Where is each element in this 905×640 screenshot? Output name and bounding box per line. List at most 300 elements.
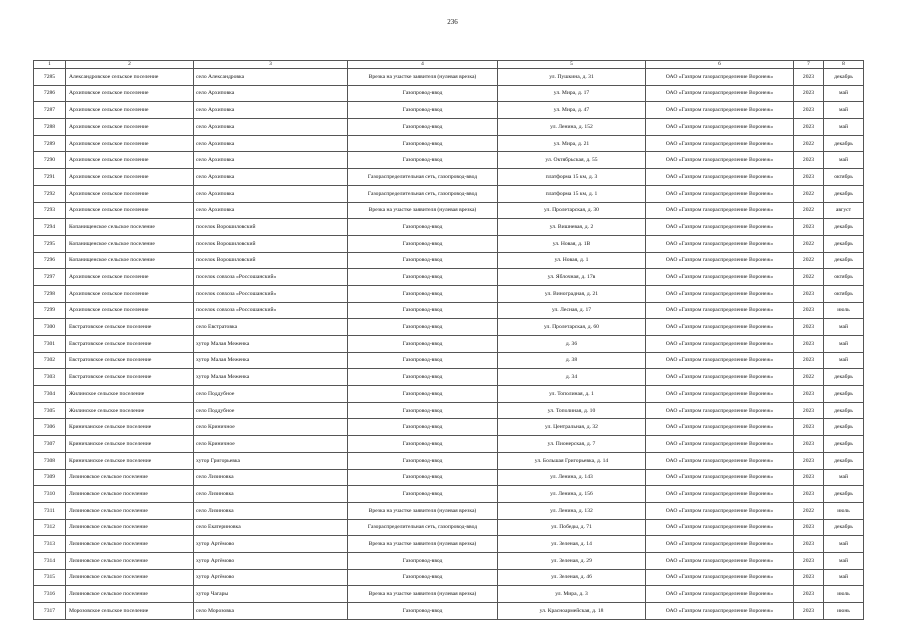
organization-cell: ОАО «Газпром газораспределение Воронеж» xyxy=(646,302,794,319)
locality-cell: хутор Артёмово xyxy=(194,536,348,553)
row-number: 7291 xyxy=(34,169,66,186)
table-row xyxy=(34,386,864,403)
locality-cell: село Архиповка xyxy=(194,135,348,152)
work-type-cell: Газопровод-ввод xyxy=(348,135,498,152)
work-type-cell: Газопровод-ввод xyxy=(348,419,498,436)
row-number: 7310 xyxy=(34,486,66,503)
settlement-cell: Александровское сельское поселение xyxy=(66,69,194,86)
table-row xyxy=(34,586,864,603)
row-number: 7295 xyxy=(34,235,66,252)
work-type-cell: Врезка на участке заявителя (нулевая врезка) xyxy=(348,202,498,219)
organization-cell: ОАО «Газпром газораспределение Воронеж» xyxy=(646,85,794,102)
organization-cell: ОАО «Газпром газораспределение Воронеж» xyxy=(646,419,794,436)
month-cell: май xyxy=(824,469,864,486)
row-number: 7307 xyxy=(34,436,66,453)
table-row xyxy=(34,419,864,436)
year-cell: 2023 xyxy=(794,586,824,603)
locality-cell: поселок совхоза «Россошанский» xyxy=(194,302,348,319)
address-cell: ул. Большая Григорьевка, д. 14 xyxy=(498,452,646,469)
locality-cell: хутор Григорьевка xyxy=(194,452,348,469)
organization-cell: ОАО «Газпром газораспределение Воронеж» xyxy=(646,336,794,353)
organization-cell: ОАО «Газпром газораспределение Воронеж» xyxy=(646,185,794,202)
address-cell: д. 38 xyxy=(498,352,646,369)
year-cell: 2023 xyxy=(794,452,824,469)
settlement-cell: Архиповское сельское поселение xyxy=(66,169,194,186)
month-cell: май xyxy=(824,319,864,336)
table-row xyxy=(34,102,864,119)
row-number: 7297 xyxy=(34,269,66,286)
locality-cell: село Архиповка xyxy=(194,119,348,136)
work-type-cell: Газопровод-ввод xyxy=(348,285,498,302)
table-row xyxy=(34,85,864,102)
row-number: 7287 xyxy=(34,102,66,119)
row-number: 7311 xyxy=(34,502,66,519)
table-row xyxy=(34,452,864,469)
month-cell: декабрь xyxy=(824,69,864,86)
settlement-cell: Лизиновское сельское поселение xyxy=(66,552,194,569)
organization-cell: ОАО «Газпром газораспределение Воронеж» xyxy=(646,469,794,486)
year-cell: 2023 xyxy=(794,603,824,620)
work-type-cell: Газопровод-ввод xyxy=(348,302,498,319)
table-header-row xyxy=(34,61,864,69)
address-cell: ул. Пионерская, д. 7 xyxy=(498,436,646,453)
year-cell: 2023 xyxy=(794,469,824,486)
address-cell: ул. Лесная, д. 17 xyxy=(498,302,646,319)
address-cell: ул. Зеленая, д. 29 xyxy=(498,552,646,569)
month-cell: декабрь xyxy=(824,252,864,269)
year-cell: 2023 xyxy=(794,285,824,302)
locality-cell: село Лизиновка xyxy=(194,502,348,519)
locality-cell: село Морозовка xyxy=(194,603,348,620)
row-number: 7314 xyxy=(34,552,66,569)
table-row xyxy=(34,502,864,519)
work-type-cell: Газопровод-ввод xyxy=(348,102,498,119)
work-type-cell: Газопровод-ввод xyxy=(348,352,498,369)
address-cell: ул. Красноармейская, д. 18 xyxy=(498,603,646,620)
work-type-cell: Газопровод-ввод xyxy=(348,552,498,569)
locality-cell: село Екатериновка xyxy=(194,519,348,536)
row-number: 7301 xyxy=(34,336,66,353)
settlement-cell: Архиповское сельское поселение xyxy=(66,269,194,286)
month-cell: декабрь xyxy=(824,402,864,419)
locality-cell: поселок совхоза «Россошанский» xyxy=(194,285,348,302)
year-cell: 2022 xyxy=(794,135,824,152)
year-cell: 2022 xyxy=(794,235,824,252)
month-cell: декабрь xyxy=(824,486,864,503)
address-cell: ул. Ленина, д. 132 xyxy=(498,502,646,519)
organization-cell: ОАО «Газпром газораспределение Воронеж» xyxy=(646,486,794,503)
organization-cell: ОАО «Газпром газораспределение Воронеж» xyxy=(646,269,794,286)
month-cell: июль xyxy=(824,502,864,519)
work-type-cell: Газораспределительная сеть, газопровод-ввод xyxy=(348,169,498,186)
month-cell: июнь xyxy=(824,603,864,620)
year-cell: 2023 xyxy=(794,85,824,102)
row-number: 7308 xyxy=(34,452,66,469)
year-cell: 2023 xyxy=(794,536,824,553)
month-cell: декабрь xyxy=(824,185,864,202)
organization-cell: ОАО «Газпром газораспределение Воронеж» xyxy=(646,452,794,469)
organization-cell: ОАО «Газпром газораспределение Воронеж» xyxy=(646,552,794,569)
year-cell: 2022 xyxy=(794,502,824,519)
table-row xyxy=(34,603,864,620)
year-cell: 2023 xyxy=(794,402,824,419)
table-row xyxy=(34,69,864,86)
column-header: 5 xyxy=(498,61,646,69)
address-cell: д. 34 xyxy=(498,369,646,386)
year-cell: 2022 xyxy=(794,269,824,286)
year-cell: 2023 xyxy=(794,386,824,403)
work-type-cell: Газопровод-ввод xyxy=(348,469,498,486)
address-cell: ул. Яблочная, д. 17в xyxy=(498,269,646,286)
organization-cell: ОАО «Газпром газораспределение Воронеж» xyxy=(646,152,794,169)
settlement-cell: Копанищенское сельское поселение xyxy=(66,252,194,269)
year-cell: 2022 xyxy=(794,369,824,386)
address-cell: ул. Виноградная, д. 21 xyxy=(498,285,646,302)
organization-cell: ОАО «Газпром газораспределение Воронеж» xyxy=(646,586,794,603)
month-cell: август xyxy=(824,202,864,219)
table-row xyxy=(34,152,864,169)
locality-cell: село Лизиновка xyxy=(194,486,348,503)
year-cell: 2023 xyxy=(794,219,824,236)
row-number: 7316 xyxy=(34,586,66,603)
work-type-cell: Газопровод-ввод xyxy=(348,219,498,236)
address-cell: ул. Новая, д. 1В xyxy=(498,235,646,252)
work-type-cell: Газораспределительная сеть, газопровод-ввод xyxy=(348,185,498,202)
table-row xyxy=(34,519,864,536)
work-type-cell: Газопровод-ввод xyxy=(348,319,498,336)
year-cell: 2023 xyxy=(794,319,824,336)
row-number: 7292 xyxy=(34,185,66,202)
column-header: 6 xyxy=(646,61,794,69)
address-cell: д. 36 xyxy=(498,336,646,353)
work-type-cell: Газопровод-ввод xyxy=(348,386,498,403)
work-type-cell: Врезка на участке заявителя (нулевая врезка) xyxy=(348,536,498,553)
address-cell: ул. Мира, д. 21 xyxy=(498,135,646,152)
organization-cell: ОАО «Газпром газораспределение Воронеж» xyxy=(646,369,794,386)
year-cell: 2022 xyxy=(794,252,824,269)
settlement-cell: Жилинское сельское поселение xyxy=(66,386,194,403)
column-header: 4 xyxy=(348,61,498,69)
settlement-cell: Архиповское сельское поселение xyxy=(66,285,194,302)
work-type-cell: Газопровод-ввод xyxy=(348,152,498,169)
month-cell: декабрь xyxy=(824,135,864,152)
settlement-cell: Архиповское сельское поселение xyxy=(66,119,194,136)
address-cell: ул. Центральная, д. 32 xyxy=(498,419,646,436)
settlement-cell: Лизиновское сельское поселение xyxy=(66,586,194,603)
address-cell: ул. Октябрьская, д. 55 xyxy=(498,152,646,169)
row-number: 7306 xyxy=(34,419,66,436)
table-row xyxy=(34,552,864,569)
settlement-cell: Лизиновское сельское поселение xyxy=(66,536,194,553)
organization-cell: ОАО «Газпром газораспределение Воронеж» xyxy=(646,285,794,302)
row-number: 7312 xyxy=(34,519,66,536)
year-cell: 2023 xyxy=(794,119,824,136)
work-type-cell: Газопровод-ввод xyxy=(348,252,498,269)
work-type-cell: Газопровод-ввод xyxy=(348,85,498,102)
table-row xyxy=(34,202,864,219)
organization-cell: ОАО «Газпром газораспределение Воронеж» xyxy=(646,169,794,186)
month-cell: май xyxy=(824,102,864,119)
column-header: 8 xyxy=(824,61,864,69)
table-row xyxy=(34,469,864,486)
month-cell: декабрь xyxy=(824,419,864,436)
locality-cell: село Поддубное xyxy=(194,386,348,403)
table-row xyxy=(34,486,864,503)
organization-cell: ОАО «Газпром газораспределение Воронеж» xyxy=(646,252,794,269)
settlement-cell: Жилинское сельское поселение xyxy=(66,402,194,419)
settlement-cell: Архиповское сельское поселение xyxy=(66,102,194,119)
table-row xyxy=(34,235,864,252)
row-number: 7286 xyxy=(34,85,66,102)
settlement-cell: Архиповское сельское поселение xyxy=(66,202,194,219)
year-cell: 2023 xyxy=(794,569,824,586)
year-cell: 2023 xyxy=(794,419,824,436)
month-cell: июль xyxy=(824,302,864,319)
row-number: 7289 xyxy=(34,135,66,152)
locality-cell: село Лизиновка xyxy=(194,469,348,486)
page-number: 236 xyxy=(447,18,458,26)
organization-cell: ОАО «Газпром газораспределение Воронеж» xyxy=(646,235,794,252)
organization-cell: ОАО «Газпром газораспределение Воронеж» xyxy=(646,352,794,369)
table-row xyxy=(34,269,864,286)
organization-cell: ОАО «Газпром газораспределение Воронеж» xyxy=(646,119,794,136)
locality-cell: село Криничное xyxy=(194,436,348,453)
settlement-cell: Архиповское сельское поселение xyxy=(66,85,194,102)
locality-cell: поселок Ворошиловский xyxy=(194,252,348,269)
settlement-cell: Архиповское сельское поселение xyxy=(66,302,194,319)
year-cell: 2022 xyxy=(794,185,824,202)
organization-cell: ОАО «Газпром газораспределение Воронеж» xyxy=(646,519,794,536)
table-row xyxy=(34,369,864,386)
organization-cell: ОАО «Газпром газораспределение Воронеж» xyxy=(646,69,794,86)
month-cell: май xyxy=(824,552,864,569)
address-cell: ул. Ленина, д. 156 xyxy=(498,486,646,503)
address-cell: ул. Пролетарская, д. 60 xyxy=(498,319,646,336)
organization-cell: ОАО «Газпром газораспределение Воронеж» xyxy=(646,135,794,152)
work-type-cell: Газопровод-ввод xyxy=(348,402,498,419)
address-cell: платформа 15 км, д. 3 xyxy=(498,169,646,186)
settlement-cell: Лизиновское сельское поселение xyxy=(66,502,194,519)
table-row xyxy=(34,436,864,453)
settlement-cell: Копанищенское сельское поселение xyxy=(66,235,194,252)
locality-cell: поселок Ворошиловский xyxy=(194,235,348,252)
table-row xyxy=(34,185,864,202)
work-type-cell: Газопровод-ввод xyxy=(348,235,498,252)
row-number: 7299 xyxy=(34,302,66,319)
settlement-cell: Лизиновское сельское поселение xyxy=(66,486,194,503)
column-header: 1 xyxy=(34,61,66,69)
month-cell: декабрь xyxy=(824,436,864,453)
row-number: 7315 xyxy=(34,569,66,586)
organization-cell: ОАО «Газпром газораспределение Воронеж» xyxy=(646,102,794,119)
row-number: 7302 xyxy=(34,352,66,369)
address-cell: ул. Зеленая, д. 46 xyxy=(498,569,646,586)
year-cell: 2023 xyxy=(794,552,824,569)
work-type-cell: Газопровод-ввод xyxy=(348,452,498,469)
row-number: 7304 xyxy=(34,386,66,403)
year-cell: 2023 xyxy=(794,302,824,319)
work-type-cell: Газопровод-ввод xyxy=(348,336,498,353)
month-cell: декабрь xyxy=(824,369,864,386)
row-number: 7296 xyxy=(34,252,66,269)
year-cell: 2023 xyxy=(794,169,824,186)
column-header: 3 xyxy=(194,61,348,69)
settlement-cell: Архиповское сельское поселение xyxy=(66,185,194,202)
year-cell: 2023 xyxy=(794,102,824,119)
settlement-cell: Копанищенское сельское поселение xyxy=(66,219,194,236)
settlement-cell: Криничанское сельское поселение xyxy=(66,436,194,453)
row-number: 7298 xyxy=(34,285,66,302)
address-cell: ул. Тополиная, д. 1 xyxy=(498,386,646,403)
locality-cell: село Криничное xyxy=(194,419,348,436)
address-cell: ул. Пролетарская, д. 30 xyxy=(498,202,646,219)
work-type-cell: Врезка на участке заявителя (нулевая врезка) xyxy=(348,69,498,86)
table-row xyxy=(34,119,864,136)
address-cell: ул. Мира, д. 47 xyxy=(498,102,646,119)
table-row xyxy=(34,135,864,152)
settlement-cell: Морозовское сельское поселение xyxy=(66,603,194,620)
month-cell: июль xyxy=(824,586,864,603)
work-type-cell: Газопровод-ввод xyxy=(348,119,498,136)
locality-cell: поселок совхоза «Россошанский» xyxy=(194,269,348,286)
row-number: 7317 xyxy=(34,603,66,620)
locality-cell: село Евстратовка xyxy=(194,319,348,336)
table-row xyxy=(34,319,864,336)
month-cell: май xyxy=(824,569,864,586)
settlement-cell: Архиповское сельское поселение xyxy=(66,135,194,152)
locality-cell: село Архиповка xyxy=(194,169,348,186)
work-type-cell: Газопровод-ввод xyxy=(348,369,498,386)
address-cell: ул. Новая, д. 1 xyxy=(498,252,646,269)
table-row xyxy=(34,285,864,302)
row-number: 7303 xyxy=(34,369,66,386)
year-cell: 2023 xyxy=(794,69,824,86)
year-cell: 2023 xyxy=(794,152,824,169)
table-row xyxy=(34,352,864,369)
year-cell: 2023 xyxy=(794,519,824,536)
month-cell: декабрь xyxy=(824,519,864,536)
work-type-cell: Газопровод-ввод xyxy=(348,486,498,503)
row-number: 7288 xyxy=(34,119,66,136)
month-cell: декабрь xyxy=(824,386,864,403)
locality-cell: хутор Артёмово xyxy=(194,552,348,569)
address-cell: ул. Мира, д. 17 xyxy=(498,85,646,102)
organization-cell: ОАО «Газпром газораспределение Воронеж» xyxy=(646,402,794,419)
organization-cell: ОАО «Газпром газораспределение Воронеж» xyxy=(646,386,794,403)
month-cell: май xyxy=(824,336,864,353)
row-number: 7300 xyxy=(34,319,66,336)
work-type-cell: Газопровод-ввод xyxy=(348,569,498,586)
row-number: 7305 xyxy=(34,402,66,419)
settlement-cell: Лизиновское сельское поселение xyxy=(66,469,194,486)
document-table xyxy=(33,60,864,620)
organization-cell: ОАО «Газпром газораспределение Воронеж» xyxy=(646,569,794,586)
month-cell: май xyxy=(824,119,864,136)
month-cell: декабрь xyxy=(824,235,864,252)
month-cell: октябрь xyxy=(824,285,864,302)
month-cell: октябрь xyxy=(824,169,864,186)
address-cell: ул. Ленина, д. 152 xyxy=(498,119,646,136)
table-row xyxy=(34,252,864,269)
table-row xyxy=(34,536,864,553)
organization-cell: ОАО «Газпром газораспределение Воронеж» xyxy=(646,603,794,620)
work-type-cell: Газопровод-ввод xyxy=(348,436,498,453)
organization-cell: ОАО «Газпром газораспределение Воронеж» xyxy=(646,319,794,336)
row-number: 7290 xyxy=(34,152,66,169)
settlement-cell: Евстратовское сельское поселение xyxy=(66,369,194,386)
address-cell: ул. Зеленая, д. 14 xyxy=(498,536,646,553)
address-cell: ул. Вишневая, д. 2 xyxy=(498,219,646,236)
table-row xyxy=(34,569,864,586)
month-cell: май xyxy=(824,85,864,102)
year-cell: 2023 xyxy=(794,436,824,453)
locality-cell: хутор Чагары xyxy=(194,586,348,603)
settlement-cell: Криничанское сельское поселение xyxy=(66,419,194,436)
row-number: 7309 xyxy=(34,469,66,486)
table-row xyxy=(34,219,864,236)
organization-cell: ОАО «Газпром газораспределение Воронеж» xyxy=(646,219,794,236)
address-cell: ул. Ленина, д. 143 xyxy=(498,469,646,486)
locality-cell: село Архиповка xyxy=(194,185,348,202)
year-cell: 2023 xyxy=(794,486,824,503)
locality-cell: хутор Малая Меженка xyxy=(194,352,348,369)
settlement-cell: Лизиновское сельское поселение xyxy=(66,569,194,586)
settlement-cell: Архиповское сельское поселение xyxy=(66,152,194,169)
locality-cell: село Архиповка xyxy=(194,202,348,219)
month-cell: май xyxy=(824,352,864,369)
address-cell: ул. Тополиная, д. 10 xyxy=(498,402,646,419)
month-cell: октябрь xyxy=(824,269,864,286)
address-cell: ул. Победы, д. 71 xyxy=(498,519,646,536)
settlement-cell: Евстратовское сельское поселение xyxy=(66,336,194,353)
settlement-cell: Криничанское сельское поселение xyxy=(66,452,194,469)
settlement-cell: Евстратовское сельское поселение xyxy=(66,352,194,369)
table-row xyxy=(34,302,864,319)
work-type-cell: Газопровод-ввод xyxy=(348,603,498,620)
work-type-cell: Газопровод-ввод xyxy=(348,269,498,286)
locality-cell: село Архиповка xyxy=(194,102,348,119)
table-row xyxy=(34,336,864,353)
year-cell: 2022 xyxy=(794,202,824,219)
address-cell: ул. Мира, д. 3 xyxy=(498,586,646,603)
locality-cell: хутор Малая Меженка xyxy=(194,369,348,386)
table-row xyxy=(34,402,864,419)
month-cell: май xyxy=(824,152,864,169)
table-row xyxy=(34,169,864,186)
address-cell: ул. Пушкина, д. 31 xyxy=(498,69,646,86)
locality-cell: поселок Ворошиловский xyxy=(194,219,348,236)
settlement-cell: Евстратовское сельское поселение xyxy=(66,319,194,336)
column-header: 2 xyxy=(66,61,194,69)
organization-cell: ОАО «Газпром газораспределение Воронеж» xyxy=(646,502,794,519)
locality-cell: село Архиповка xyxy=(194,85,348,102)
row-number: 7285 xyxy=(34,69,66,86)
address-cell: платформа 15 км, д. 1 xyxy=(498,185,646,202)
work-type-cell: Врезка на участке заявителя (нулевая врезка) xyxy=(348,502,498,519)
year-cell: 2023 xyxy=(794,352,824,369)
month-cell: декабрь xyxy=(824,452,864,469)
row-number: 7293 xyxy=(34,202,66,219)
organization-cell: ОАО «Газпром газораспределение Воронеж» xyxy=(646,536,794,553)
column-header: 7 xyxy=(794,61,824,69)
locality-cell: село Поддубное xyxy=(194,402,348,419)
work-type-cell: Газораспределительная сеть, газопровод-ввод xyxy=(348,519,498,536)
month-cell: май xyxy=(824,536,864,553)
organization-cell: ОАО «Газпром газораспределение Воронеж» xyxy=(646,202,794,219)
month-cell: декабрь xyxy=(824,219,864,236)
locality-cell: хутор Малая Меженка xyxy=(194,336,348,353)
settlement-cell: Лизиновское сельское поселение xyxy=(66,519,194,536)
